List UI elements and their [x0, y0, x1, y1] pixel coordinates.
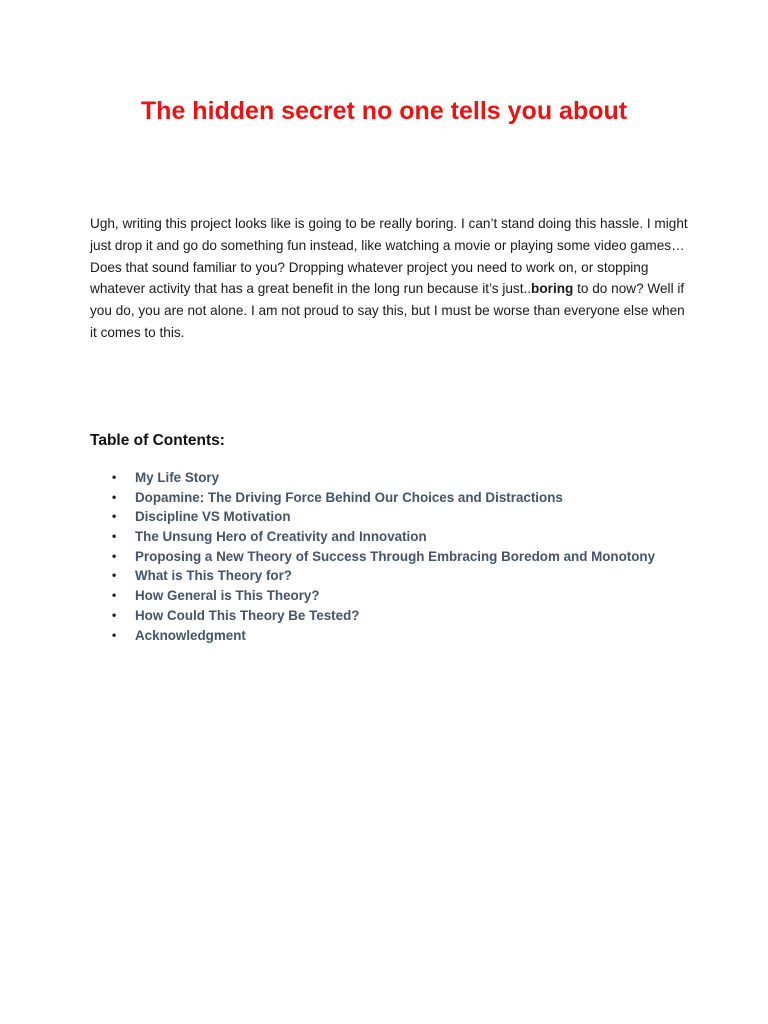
intro-paragraph-1: Ugh, writing this project looks like is going to be really boring. I can’t stand doing this hassle. I might just drop it and go do something fun instead, like watching a movie or playing some video games… [90, 216, 688, 253]
bullet-icon: • [112, 489, 117, 504]
intro-text [90, 213, 690, 344]
bullet-icon: • [112, 548, 117, 563]
bullet-icon: • [112, 607, 117, 622]
bullet-icon: • [112, 509, 117, 524]
bullet-icon: • [112, 470, 117, 484]
table-of-contents [90, 468, 655, 645]
toc-item-new-theory[interactable] [90, 547, 655, 567]
toc-item-label[interactable]: How General is This Theory? [135, 588, 320, 604]
bullet-icon: • [112, 627, 117, 642]
toc-item-unsung-hero[interactable] [90, 527, 655, 547]
toc-item-label[interactable]: What is This Theory for? [135, 568, 292, 584]
toc-item-label[interactable]: The Unsung Hero of Creativity and Innovation [135, 529, 427, 545]
toc-item-acknowledgment[interactable] [90, 626, 655, 646]
intro-paragraph-2-end: to do now? Well if you do, you are not alone. I am not proud to say this, but I must be worse than everyone else when it comes to this. [90, 281, 685, 340]
intro-paragraph-2-start: Does that sound familiar to you? Dropping whatever project you need to work on, or stopping whatever activity that has a great benefit in the long run because it’s just.. [90, 259, 649, 297]
document-title: The hidden secret no one tells you about [140, 97, 628, 125]
toc-item-my-life-story[interactable] [90, 468, 655, 488]
toc-item-discipline-vs-motivation[interactable] [90, 507, 655, 527]
toc-item-label[interactable]: Dopamine: The Driving Force Behind Our Choices and Distractions [135, 489, 563, 505]
toc-item-dopamine[interactable] [90, 488, 655, 508]
bullet-icon: • [112, 568, 117, 583]
emphasis-boring: boring [531, 281, 574, 297]
toc-item-label[interactable]: How Could This Theory Be Tested? [135, 607, 360, 623]
toc-item-theory-purpose[interactable] [90, 566, 655, 586]
bullet-icon: • [112, 529, 117, 544]
bullet-icon: • [112, 588, 117, 603]
toc-item-label[interactable]: Acknowledgment [135, 627, 246, 643]
toc-item-theory-testing[interactable] [90, 606, 655, 626]
toc-item-label[interactable]: My Life Story [135, 470, 220, 485]
toc-item-theory-generality[interactable] [90, 586, 655, 606]
toc-heading: Table of Contents: [90, 432, 225, 449]
toc-item-label[interactable]: Proposing a New Theory of Success Through Embracing Boredom and Monotony [135, 548, 656, 564]
toc-item-label[interactable]: Discipline VS Motivation [135, 509, 291, 525]
intro-paragraph-2 [90, 257, 690, 344]
